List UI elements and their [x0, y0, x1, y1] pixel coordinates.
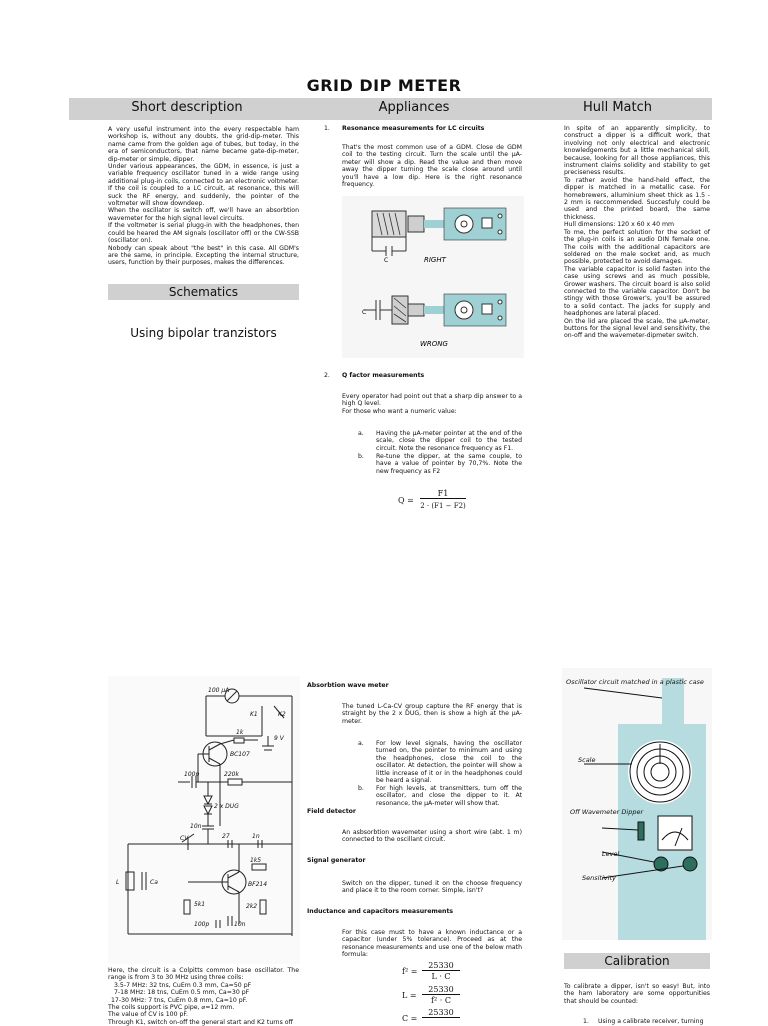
header-hull-match: Hull Match	[582, 100, 653, 115]
coil-spec: 17-30 MHz: 7 tns, CuEm 0.8 mm, Ca=10 pF.	[111, 996, 248, 1004]
schematic-label: 100p	[194, 921, 210, 928]
paragraph: Under various appearances, the GDM, in essence, is just a variable frequency oscillator tuned in a wide range using additional plug-in coils, connected to an electronic voltmeter. If the coil is coupled to a LC circuit, at resonance, this will suck the RF energy, and suddenly, the pointer of the voltmeter will show downdeep.	[108, 163, 299, 208]
case-label-switch: Off Wavemeter Dipper	[570, 808, 644, 816]
paragraph: The value of CV is 100 pF.	[108, 1011, 188, 1019]
q-formula-lhs: Q =	[398, 496, 414, 505]
list-letter: a.	[358, 740, 364, 747]
schematic-label: 100p	[184, 771, 200, 778]
formula-denominator: f² · C	[431, 996, 451, 1005]
paragraph: When the oscillator is switch off, we'll have an absorbtion wavemeter for the high signal level circuits.	[108, 207, 299, 222]
paragraph: Here, the circuit is a Colpitts common base oscillator. The range is from 3 to 30 MHz using three coils:	[108, 967, 299, 982]
formula-lhs: C =	[402, 1014, 418, 1023]
absorbtion-text: The tuned L-Ca-CV group capture the RF energy that is straight by the 2 x DUG, then is show a high at the µA-meter.	[342, 703, 522, 725]
schematic-label: 5k1	[194, 901, 206, 908]
field-detector-title: Field detector	[307, 808, 356, 815]
schematic-label: 1n	[252, 833, 260, 840]
calibration-item: Using a calibrate receiver, turning	[598, 1018, 704, 1025]
list-letter: a.	[358, 430, 364, 437]
paragraph: If the voltmeter is serial plugg-in with the headphones, then could be heared the AM signals (oscillator off) or the CW-SSB (oscillator on).	[108, 222, 299, 245]
schematic-label: 2k2	[246, 903, 258, 910]
fig-label-wrong: WRONG	[420, 340, 448, 348]
list-letter: b.	[358, 453, 364, 460]
q-formula-denominator: 2 · (F1 − F2)	[420, 502, 466, 510]
formula-lhs: f² =	[402, 967, 418, 976]
fig-label-right: RIGHT	[424, 256, 446, 264]
coil-coupling-figure	[342, 196, 524, 358]
paragraph: The coils support is PVC pipe, ⌀=12 mm.	[108, 1004, 235, 1012]
case-label-sensitivity: Sensitivity	[582, 874, 616, 882]
inductance-text: For this case must to have a known inductance or a capacitor (under 5% tolerance). Proceed as at the resonance measurements and use one of the below math formula:	[342, 929, 522, 959]
dipper-case-figure	[562, 668, 712, 940]
paragraph: On the lid are placed the scale, the µA-meter, buttons for the signal level and sensitivity, the on-off and the wavemeter-dipmeter switch.	[564, 317, 710, 340]
sub-item-text: Having the µA-meter pointer at the end of the scale, close the dipper coil to the tested circuit. Note the resonance frequency as F1.	[376, 430, 522, 452]
field-detector-text: An asbsorbtion wavemeter using a short wire (abt. 1 m) connected to the oscillant circuit.	[342, 829, 522, 844]
item-text: For those who want a numeric value:	[342, 408, 457, 415]
schematic-label: 1k	[236, 729, 244, 736]
schematic-label: K2	[278, 711, 286, 718]
hull-match-text	[564, 125, 710, 340]
paragraph: Through K1, switch on-off the general start and K2 turns off	[108, 1018, 293, 1026]
case-label-level: Level	[602, 850, 620, 858]
schematic-label: 2 x DUG	[214, 803, 239, 810]
header-short-description: Short description	[131, 100, 243, 115]
formula-numerator: 25330	[422, 985, 460, 995]
coil-spec: 3.5-7 MHz: 32 tns, CuEm 0.3 mm, Ca=50 pF	[114, 981, 252, 989]
item-title: Q factor measurements	[342, 372, 425, 379]
case-caption: Oscillator circuit matched in a plastic case	[566, 678, 704, 686]
signal-generator-title: Signal generator	[307, 857, 366, 864]
fig-label-c: C	[362, 309, 367, 316]
schematic-label: BF214	[248, 881, 268, 888]
item-text: Every operator had point out that a sharp dip answer to a high Q level.	[342, 393, 522, 408]
schematic-label: 10n	[190, 823, 202, 830]
formula-lhs: L =	[402, 991, 417, 1000]
item-title: Resonance measurements for LC circuits	[342, 125, 485, 132]
signal-generator-text: Switch on the dipper, tuned it on the choose frequency and place it to the room corner. Simple, isn't?	[342, 880, 522, 895]
sub-item-text: For high levels, at transmitters, turn off the oscillator, and close the dipper to it. At resonance, the µA-meter will show that.	[376, 785, 522, 807]
schematic-label: 9 V	[274, 735, 284, 742]
calibration-header: Calibration	[564, 953, 710, 969]
sub-item-text: Re-tune the dipper, at the same couple, to have a value of pointer by 70,7%. Note the new frequency as F2	[376, 453, 522, 475]
absorbtion-title: Absorbtion wave meter	[307, 682, 389, 689]
schematic-label: 27	[222, 833, 230, 840]
inductance-title: Inductance and capacitors measurements	[307, 908, 454, 915]
list-letter: b.	[358, 785, 364, 792]
short-description-text	[108, 126, 299, 267]
paragraph: In spite of an apparently simplicity, to construct a dipper is a difficult work, that involving not only electrical and electronic knowledgements but a little mechanical skill, because, looking for all those appliances, this instrument claims solidity and stability to get preciseness results.	[564, 125, 710, 177]
header-appliances: Appliances	[378, 100, 450, 115]
case-label-scale: Scale	[578, 756, 596, 764]
schematic-label: 100 µA	[208, 687, 230, 694]
paragraph: Hull dimensions: 120 x 60 x 40 mm	[564, 221, 675, 229]
formula-numerator: 25330	[422, 1008, 460, 1018]
list-number: 1.	[583, 1018, 589, 1025]
formula-numerator: 25330	[422, 961, 460, 971]
schematic-label: K1	[250, 711, 258, 718]
schematic-label: Ca	[150, 879, 158, 886]
fig-label-c: C	[384, 257, 389, 264]
paragraph: Nobody can speak about "the best" in this case. All GDM's are the same, in principle. Excepting the internal structure, users, function by their purposes, makes the differences.	[108, 244, 299, 267]
coil-spec: 7-18 MHz: 18 tns, CuEm 0.5 mm, Ca=30 pF	[114, 989, 250, 997]
schematics-subtitle: Using bipolar tranzistors	[130, 326, 277, 340]
oscillator-description	[108, 967, 299, 1026]
schematic-diagram	[108, 676, 300, 964]
schematic-label: 10n	[234, 921, 246, 928]
schematic-label: BC107	[230, 751, 250, 758]
page-title: GRID DIP METER	[306, 76, 462, 95]
formula-denominator: L · C	[431, 972, 451, 981]
paragraph: A very useful instrument into the every respectable ham workshop is, without any doubts, the grid-dip-meter. This name came from the golden age of tubes, but today, in the era of semiconductors, that name became gate-dip-meter, dip-meter or simple, dipper.	[108, 126, 299, 163]
paragraph: To me, the perfect solution for the socket of the plug-in coils is an audio DIN female one. The coils with the additional capacitors are soldered on the male socket and, as much possible, protected to avoid damages.	[564, 228, 710, 266]
schematic-label: 220k	[224, 771, 239, 778]
item-text: That's the most common use of a GDM. Close de GDM coil to the testing circuit. Turn the scale until the µA-meter will show a dip. Read the value and then move away the dipper turning the scale close around until you'll have a low dip. Here is the right resonance frequency.	[342, 144, 522, 189]
q-formula-numerator: F1	[420, 489, 466, 499]
paragraph: To rather avoid the hand-held effect, the dipper is matched in a metallic case. For homebrewers, alluminium sheet thick as 1.5 - 2 mm is reccommended. Succesfuly could be used and the printed board, the same thickness.	[564, 176, 710, 221]
sub-item-text: For low level signals, having the oscillator turned on, the pointer to minimum and using the headphones, close the coil to the oscillator. At detection, the pointer will show a little increase of it or in the headphones could be heard a signal.	[376, 740, 522, 785]
schematic-label: CV	[180, 835, 189, 842]
list-number: 2.	[324, 372, 330, 379]
list-number: 1.	[324, 125, 330, 132]
schematic-label: 1k5	[250, 857, 262, 864]
schematics-header: Schematics	[108, 284, 299, 300]
schematic-label: L	[116, 879, 120, 886]
paragraph: The variable capacitor is solid fasten into the case using screws and as much possible, Grower washers. The circuit board is also solid connected to the variable capacitor. Don't be stingy with those Grower's, you'll be assured to a solid contact. The jacks for supply and headphones are lateral placed.	[564, 265, 710, 318]
calibration-text: To calibrate a dipper, isn't so easy! But, into the ham laboratory are some opportunities that should be counted:	[564, 983, 710, 1005]
